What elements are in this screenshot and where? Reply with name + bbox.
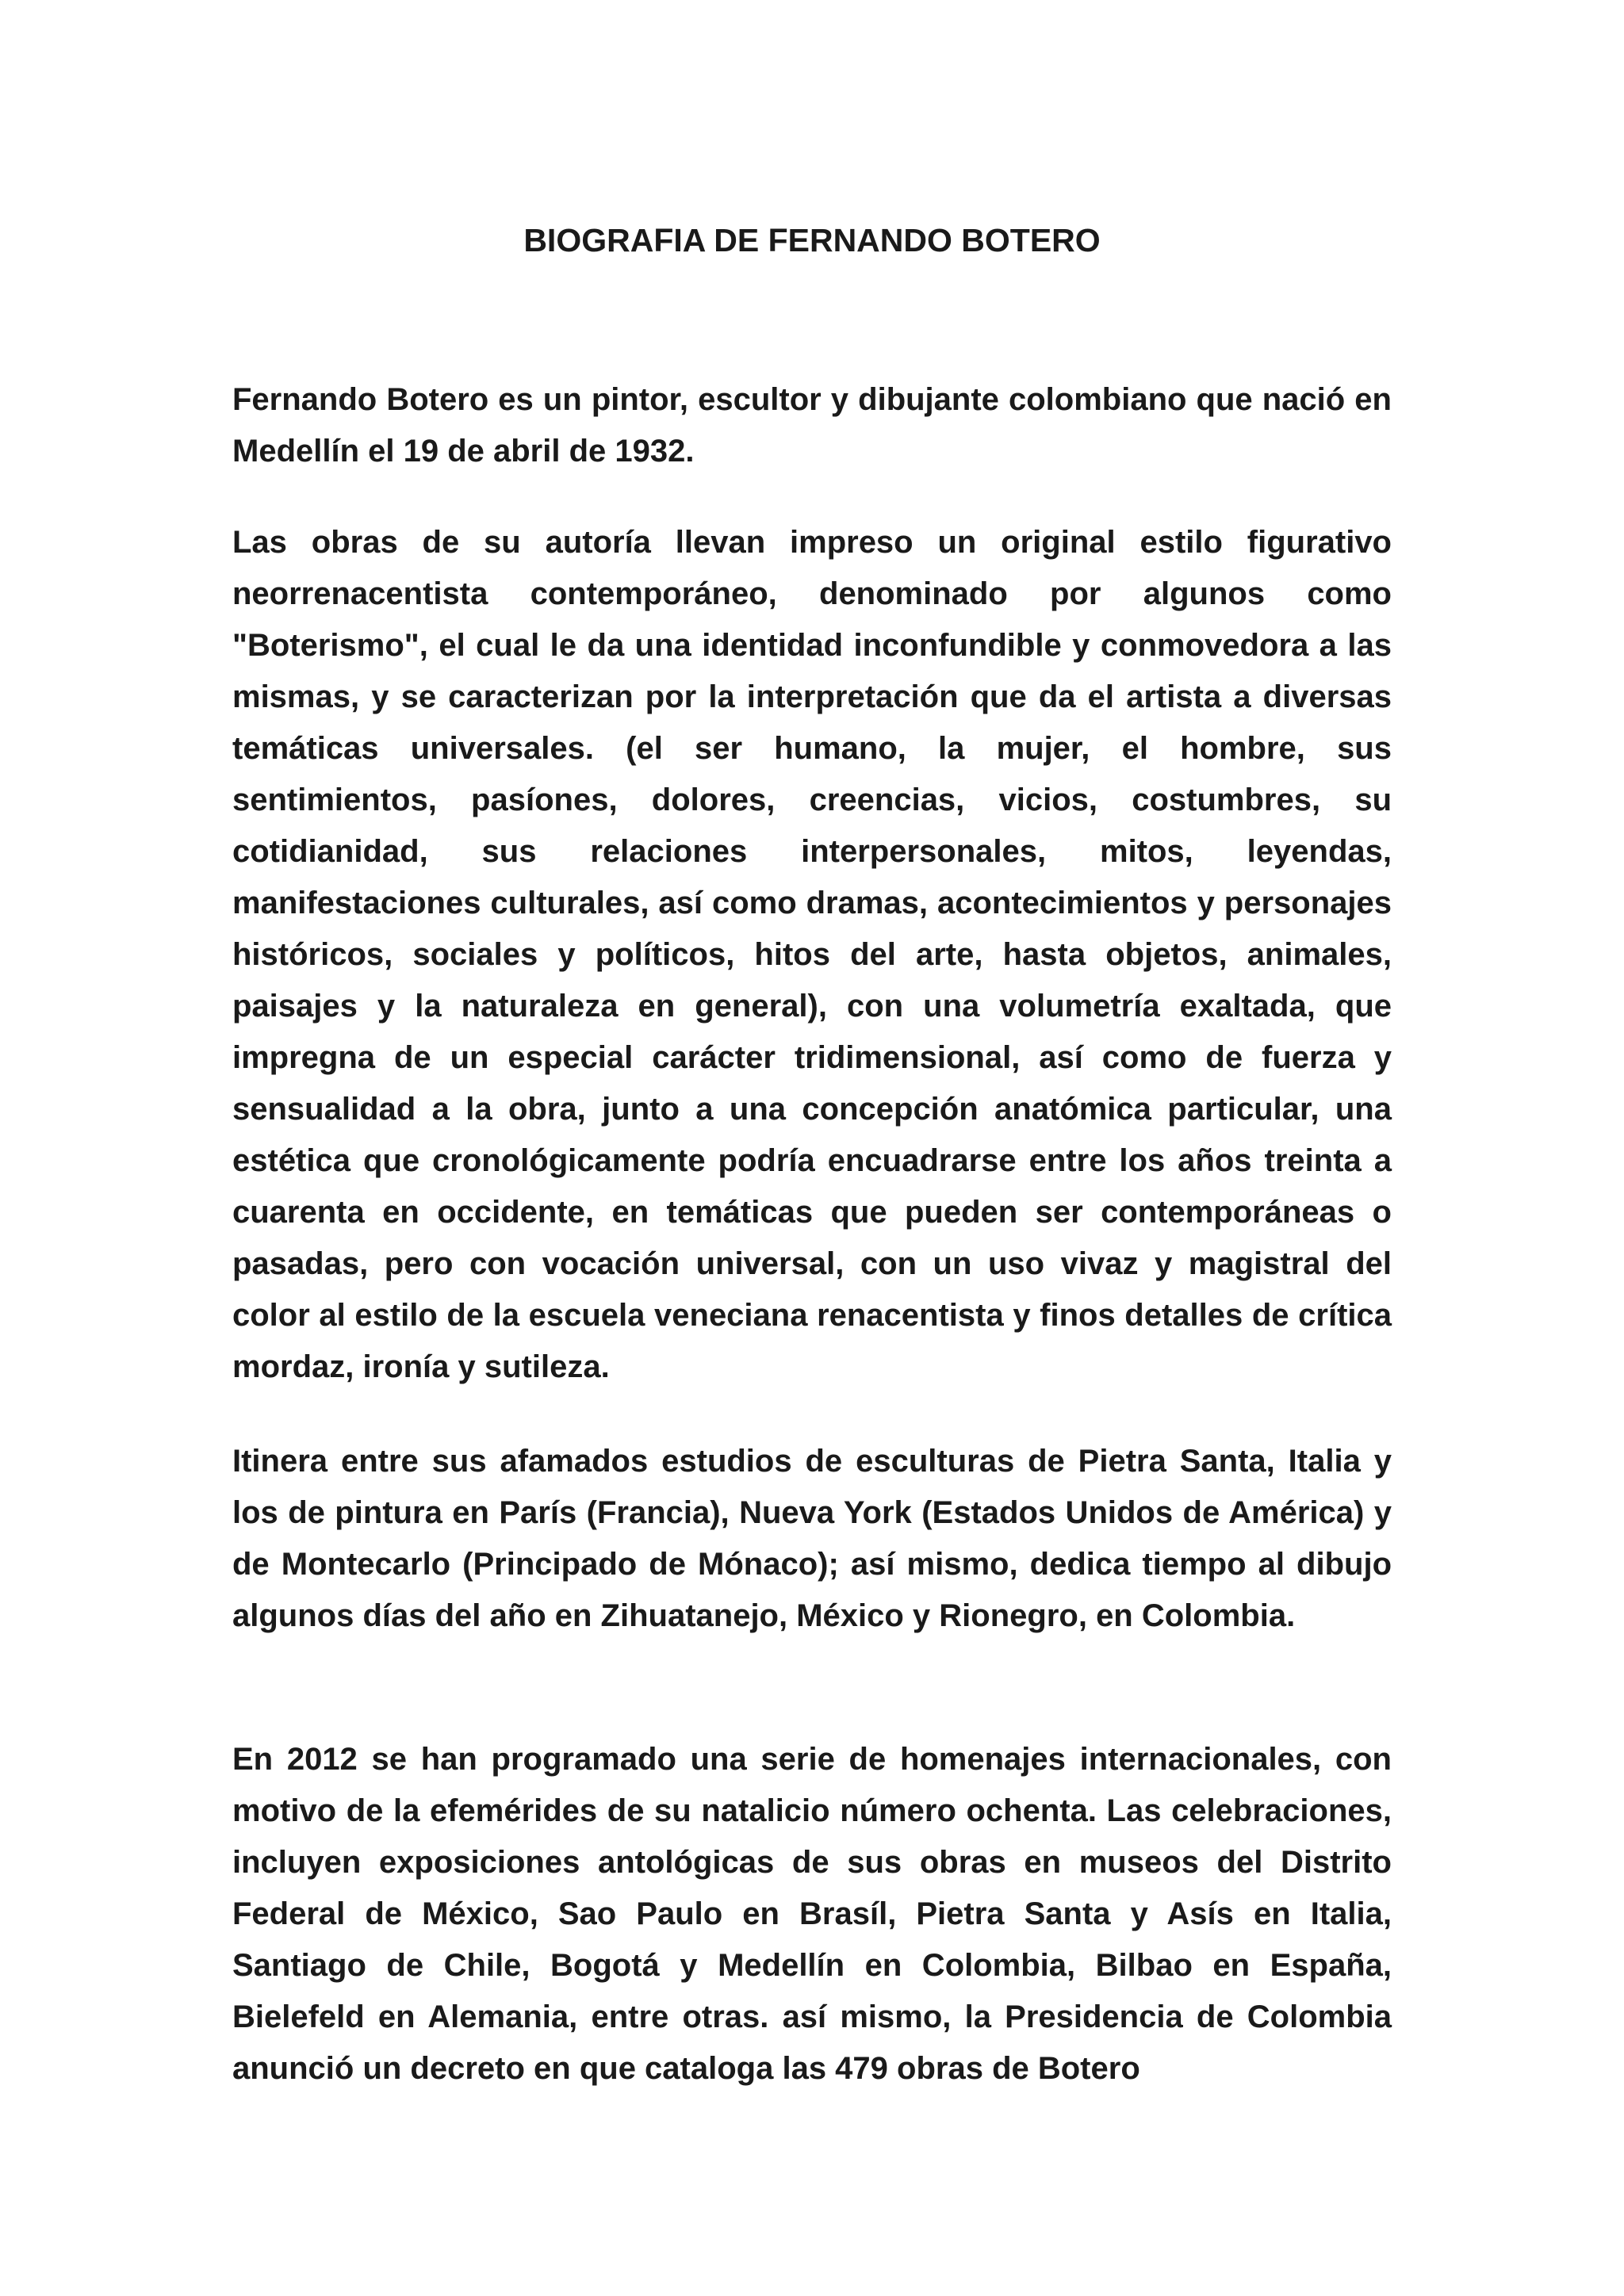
paragraph-text: En 2012 se han programado una serie de homenajes internacionales, con motivo de la efemérides de su natalicio número ochenta. Las celebraciones, incluyen exposiciones antológicas de sus obras en museos del Distrito Federal de México, Sao Paulo en Brasíl, Pietra Santa y Asís en Italia, Santiago de Chile, Bogotá y Medellín en Colombia, Bilbao en España, Bielefeld en Alemania, entre otras. así mismo, la Presidencia de Colombia anunció un decreto en que cataloga las 479 obras de Botero xyxy=(232,1742,1392,2086)
paragraph-2 xyxy=(232,517,1392,1393)
document-title: BIOGRAFIA DE FERNANDO BOTERO xyxy=(523,222,1101,258)
paragraph-text: Las obras de su autoría llevan impreso un original estilo figurativo neorrenacentista contemporáneo, denominado por algunos como "Boterismo", el cual le da una identidad inconfundible y conmovedora a las mismas, y se caracterizan por la interpretación que da el artista a diversas temáticas universales. (el ser humano, la mujer, el hombre, sus sentimientos, pasíones, dolores, creencias, vicios, costumbres, su cotidianidad, sus relaciones interpersonales, mitos, leyendas, manifestaciones culturales, así como dramas, acontecimientos y personajes históricos, sociales y políticos, hitos del arte, hasta objetos, animales, paisajes y la naturaleza en general), con una volumetría exaltada, que impregna de un especial carácter tridimensional, así como de fuerza y sensualidad a la obra, junto a una concepción anatómica particular, una estética que cronológicamente podría encuadrarse entre los años treinta a cuarenta en occidente, en temáticas que pueden ser contemporáneas o pasadas, pero con vocación universal, con un uso vivaz y magistral del color al estilo de la escuela veneciana renacentista y finos detalles de crítica mordaz, ironía y sutileza. xyxy=(232,525,1392,1384)
paragraph-text: Fernando Botero es un pintor, escultor y dibujante colombiano que nació en Medellín el 19 de abril de 1932. xyxy=(232,382,1392,469)
paragraph-3 xyxy=(232,1436,1392,1642)
paragraph-text: Itinera entre sus afamados estudios de esculturas de Pietra Santa, Italia y los de pintura en París (Francia), Nueva York (Estados Unidos de América) y de Montecarlo (Principado de Mónaco); así mismo, dedica tiempo al dibujo algunos días del año en Zihuatanejo, México y Rionegro, en Colombia. xyxy=(232,1444,1392,1633)
paragraph-4 xyxy=(232,1734,1392,2095)
paragraph-1 xyxy=(232,374,1392,477)
